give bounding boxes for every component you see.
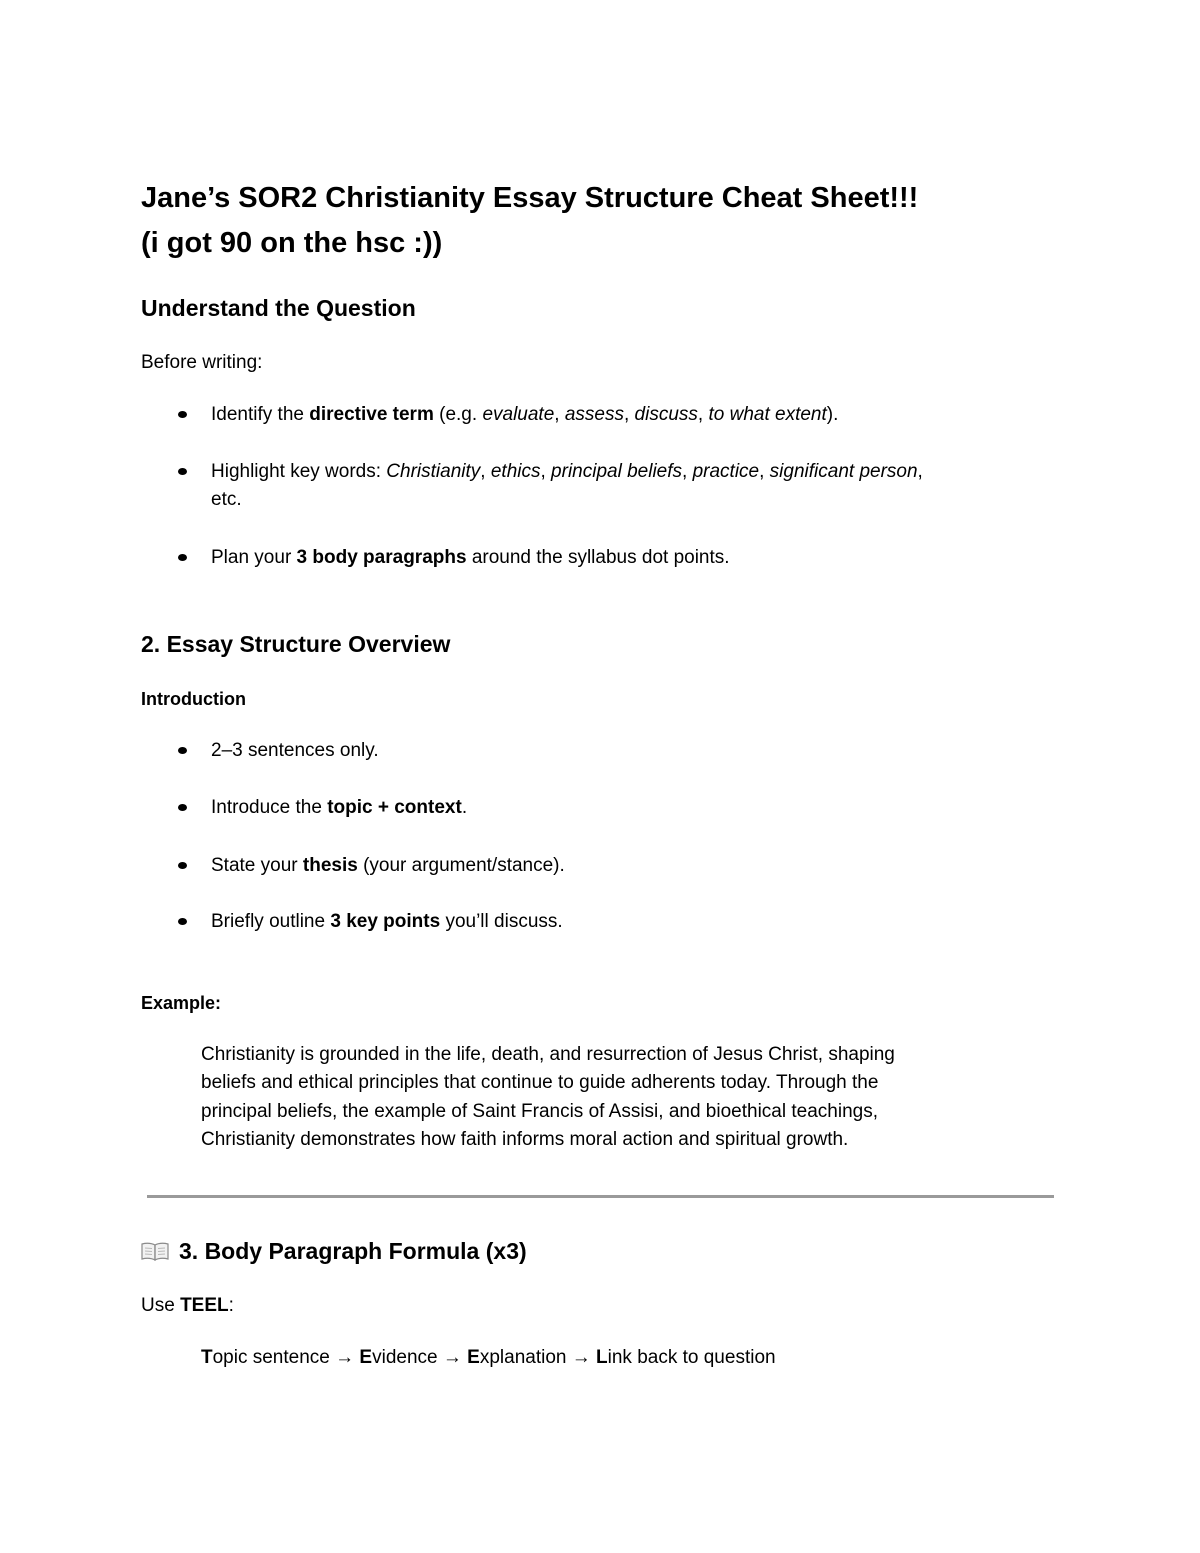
list-item-text: Highlight key words: Christianity, ethics, principal beliefs, practice, significant person, xyxy=(211,461,923,482)
bullet-icon xyxy=(178,804,187,811)
open-book-icon xyxy=(141,1237,169,1257)
example-line: Christianity demonstrates how faith informs moral action and spiritual growth. xyxy=(201,1129,849,1150)
bullet-icon xyxy=(178,554,187,561)
list-item-text: State your thesis (your argument/stance). xyxy=(211,855,565,876)
teel-formula: Topic sentence → Evidence → Explanation → Link back to question xyxy=(201,1347,776,1368)
bullet-icon xyxy=(178,862,187,869)
section-heading-essay-structure: 2. Essay Structure Overview xyxy=(141,631,451,657)
example-label: Example: xyxy=(141,993,222,1013)
horizontal-divider xyxy=(147,1195,1054,1198)
list-item-text-continued: etc. xyxy=(211,489,242,510)
use-teel-text: Use TEEL: xyxy=(141,1295,234,1316)
example-line: principal beliefs, the example of Saint Francis of Assisi, and bioethical teachings, xyxy=(201,1101,878,1122)
section-heading-body-paragraph: 3. Body Paragraph Formula (x3) xyxy=(141,1235,527,1267)
bullet-icon xyxy=(178,747,187,754)
list-item-text: Identify the directive term (e.g. evaluate, assess, discuss, to what extent). xyxy=(211,404,839,425)
before-writing-text: Before writing: xyxy=(141,352,263,373)
page-title-line-2: (i got 90 on the hsc :)) xyxy=(141,227,443,259)
bullet-icon xyxy=(178,918,187,925)
list-item-text: Introduce the topic + context. xyxy=(211,797,468,818)
example-line: beliefs and ethical principles that continue to guide adherents today. Through the xyxy=(201,1072,879,1093)
list-item-text: Briefly outline 3 key points you’ll discuss. xyxy=(211,911,563,932)
example-line: Christianity is grounded in the life, death, and resurrection of Jesus Christ, shaping xyxy=(201,1044,895,1065)
bullet-icon xyxy=(178,468,187,475)
page-title-line-1: Jane’s SOR2 Christianity Essay Structure Cheat Sheet!!! xyxy=(141,182,919,214)
section-heading-understand-question: Understand the Question xyxy=(141,295,416,321)
bullet-icon xyxy=(178,411,187,418)
list-item-text: Plan your 3 body paragraphs around the syllabus dot points. xyxy=(211,547,730,568)
subheading-introduction: Introduction xyxy=(141,689,246,709)
list-item-text: 2–3 sentences only. xyxy=(211,740,379,761)
